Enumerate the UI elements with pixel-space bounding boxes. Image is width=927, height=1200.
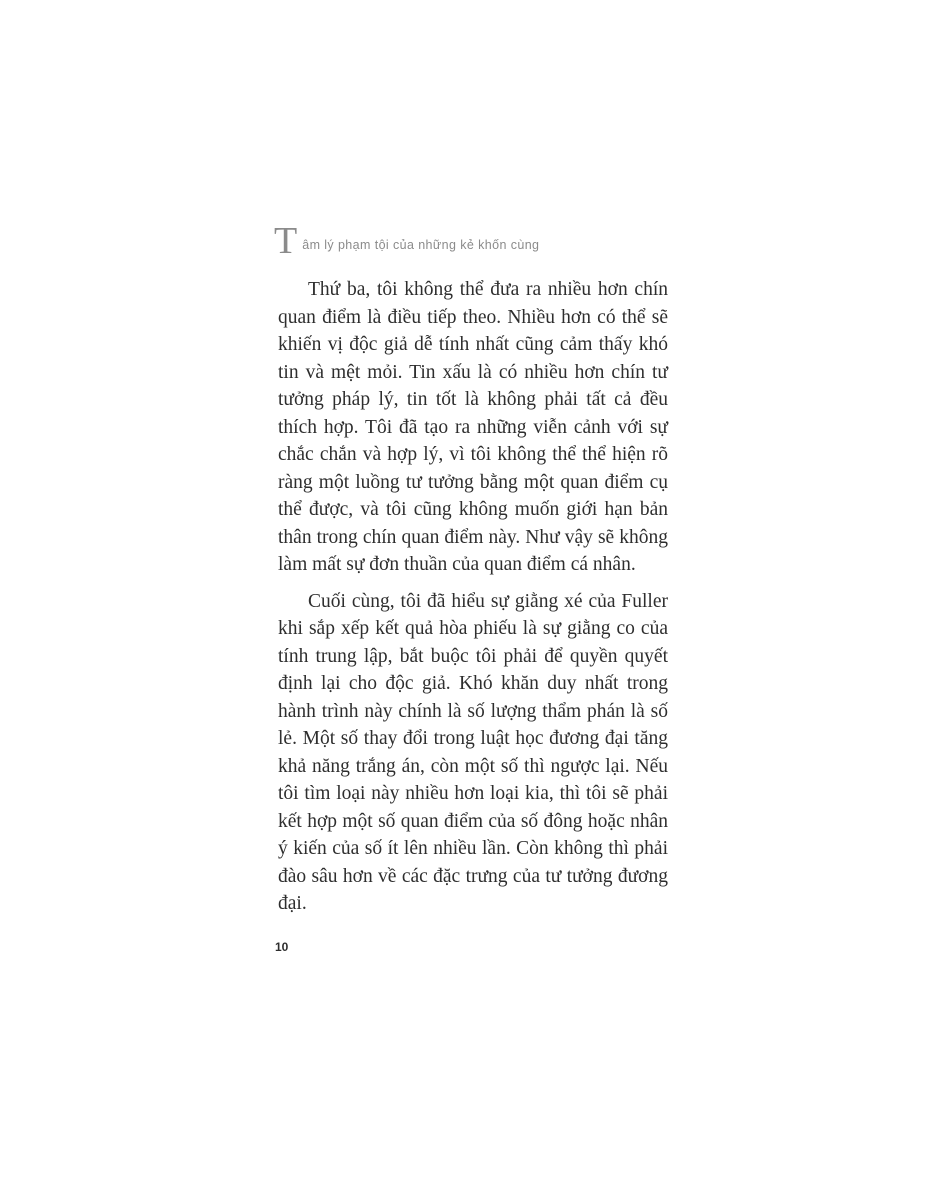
paragraph-1: Thứ ba, tôi không thể đưa ra nhiều hơn chín quan điểm là điều tiếp theo. Nhiều hơn có thể sẽ khiến vị độc giả dễ tính nhất cũng cảm thấy khó tin và mệt mỏi. Tin xấu là có nhiều hơn chín tư tưởng pháp lý, tin tốt là không phải tất cả đều thích hợp. Tôi đã tạo ra những viễn cảnh với sự chắc chắn và hợp lý, vì tôi không thể thể hiện rõ ràng một luồng tư tưởng bằng một quan điểm cụ thể được, và tôi cũng không muốn giới hạn bản thân trong chín quan điểm này. Như vậy sẽ không làm mất sự đơn thuần của quan điểm cá nhân. [278, 279, 668, 575]
body-text-block [278, 276, 668, 927]
header-title: âm lý phạm tội của những kẻ khốn cùng [302, 238, 540, 252]
page-number: 10 [275, 940, 289, 954]
running-header [274, 220, 540, 262]
paragraph-2: Cuối cùng, tôi đã hiểu sự giằng xé của Fuller khi sắp xếp kết quả hòa phiếu là sự giằng co của tính trung lập, bắt buộc tôi phải để quyền quyết định lại cho độc giả. Khó khăn duy nhất trong hành trình này chính là số lượng thẩm phán là số lẻ. Một số thay đổi trong luật học đương đại tăng khả năng trắng án, còn một số thì ngược lại. Nếu tôi tìm loại này nhiều hơn loại kia, thì tôi sẽ phải kết hợp một số quan điểm của số đông hoặc nhân ý kiến của số ít lên nhiều lần. Còn không thì phải đào sâu hơn về các đặc trưng của tư tưởng đương đại. [278, 590, 668, 914]
header-drop-cap: T [274, 220, 298, 262]
